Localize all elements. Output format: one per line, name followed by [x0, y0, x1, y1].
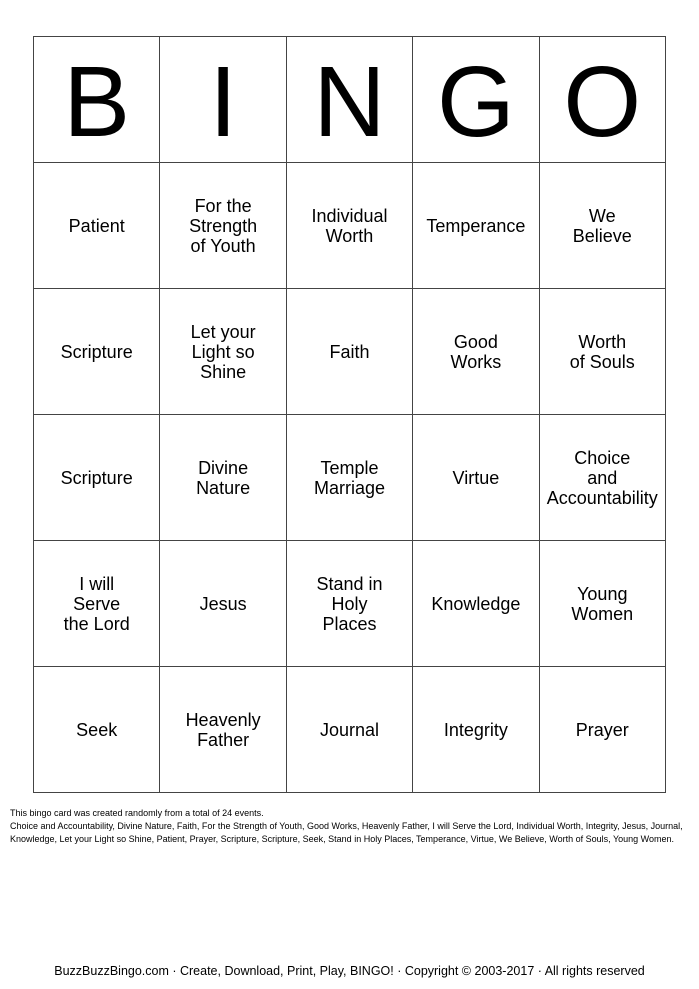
bingo-cell: I will Serve the Lord — [34, 541, 160, 667]
header-letter-i: I — [160, 37, 286, 163]
bingo-cell: Virtue — [413, 415, 539, 541]
note-summary: This bingo card was created randomly from a total of 24 events. — [10, 808, 264, 818]
bingo-cell: Young Women — [539, 541, 665, 667]
bingo-cell: Heavenly Father — [160, 667, 286, 793]
bingo-cell: Faith — [286, 289, 412, 415]
header-letter-n: N — [286, 37, 412, 163]
bingo-cell: Good Works — [413, 289, 539, 415]
bingo-card — [33, 36, 666, 793]
bingo-cell: Scripture — [34, 415, 160, 541]
bingo-cell: Stand in Holy Places — [286, 541, 412, 667]
bingo-cell: Worth of Souls — [539, 289, 665, 415]
header-letter-g: G — [413, 37, 539, 163]
bingo-cell: Journal — [286, 667, 412, 793]
bingo-cell: Jesus — [160, 541, 286, 667]
bingo-row — [34, 289, 666, 415]
header-letter-b: B — [34, 37, 160, 163]
bingo-row — [34, 541, 666, 667]
bingo-cell: Temple Marriage — [286, 415, 412, 541]
bingo-cell: Divine Nature — [160, 415, 286, 541]
header-letter-o: O — [539, 37, 665, 163]
bingo-cell: Individual Worth — [286, 163, 412, 289]
bingo-header-row — [34, 37, 666, 163]
bingo-cell: Scripture — [34, 289, 160, 415]
bingo-cell: Let your Light so Shine — [160, 289, 286, 415]
footer-copyright: BuzzBuzzBingo.com · Create, Download, Print, Play, BINGO! · Copyright © 2003-2017 · All rights reserved — [54, 964, 645, 978]
bingo-cell: Patient — [34, 163, 160, 289]
bingo-cell: For the Strength of Youth — [160, 163, 286, 289]
bingo-row — [34, 163, 666, 289]
bingo-cell: Temperance — [413, 163, 539, 289]
bingo-cell: We Believe — [539, 163, 665, 289]
note-event-list: Choice and Accountability, Divine Nature, Faith, For the Strength of Youth, Good Works, Heavenly Father, I will Serve the Lord, Individual Worth, Integrity, Jesus, Journal, Knowledge, Let your Light so Shine, Patient, Prayer, Scripture, Scripture, Seek, Stand in Holy Places, Temperance, Virtue, We Believe, Worth of Souls, Young Women. — [10, 821, 683, 844]
bingo-cell: Seek — [34, 667, 160, 793]
bingo-cell: Knowledge — [413, 541, 539, 667]
bingo-row — [34, 667, 666, 793]
bingo-row — [34, 415, 666, 541]
card-note — [10, 807, 690, 846]
bingo-cell: Prayer — [539, 667, 665, 793]
bingo-cell: Integrity — [413, 667, 539, 793]
bingo-cell: Choice and Accountability — [539, 415, 665, 541]
